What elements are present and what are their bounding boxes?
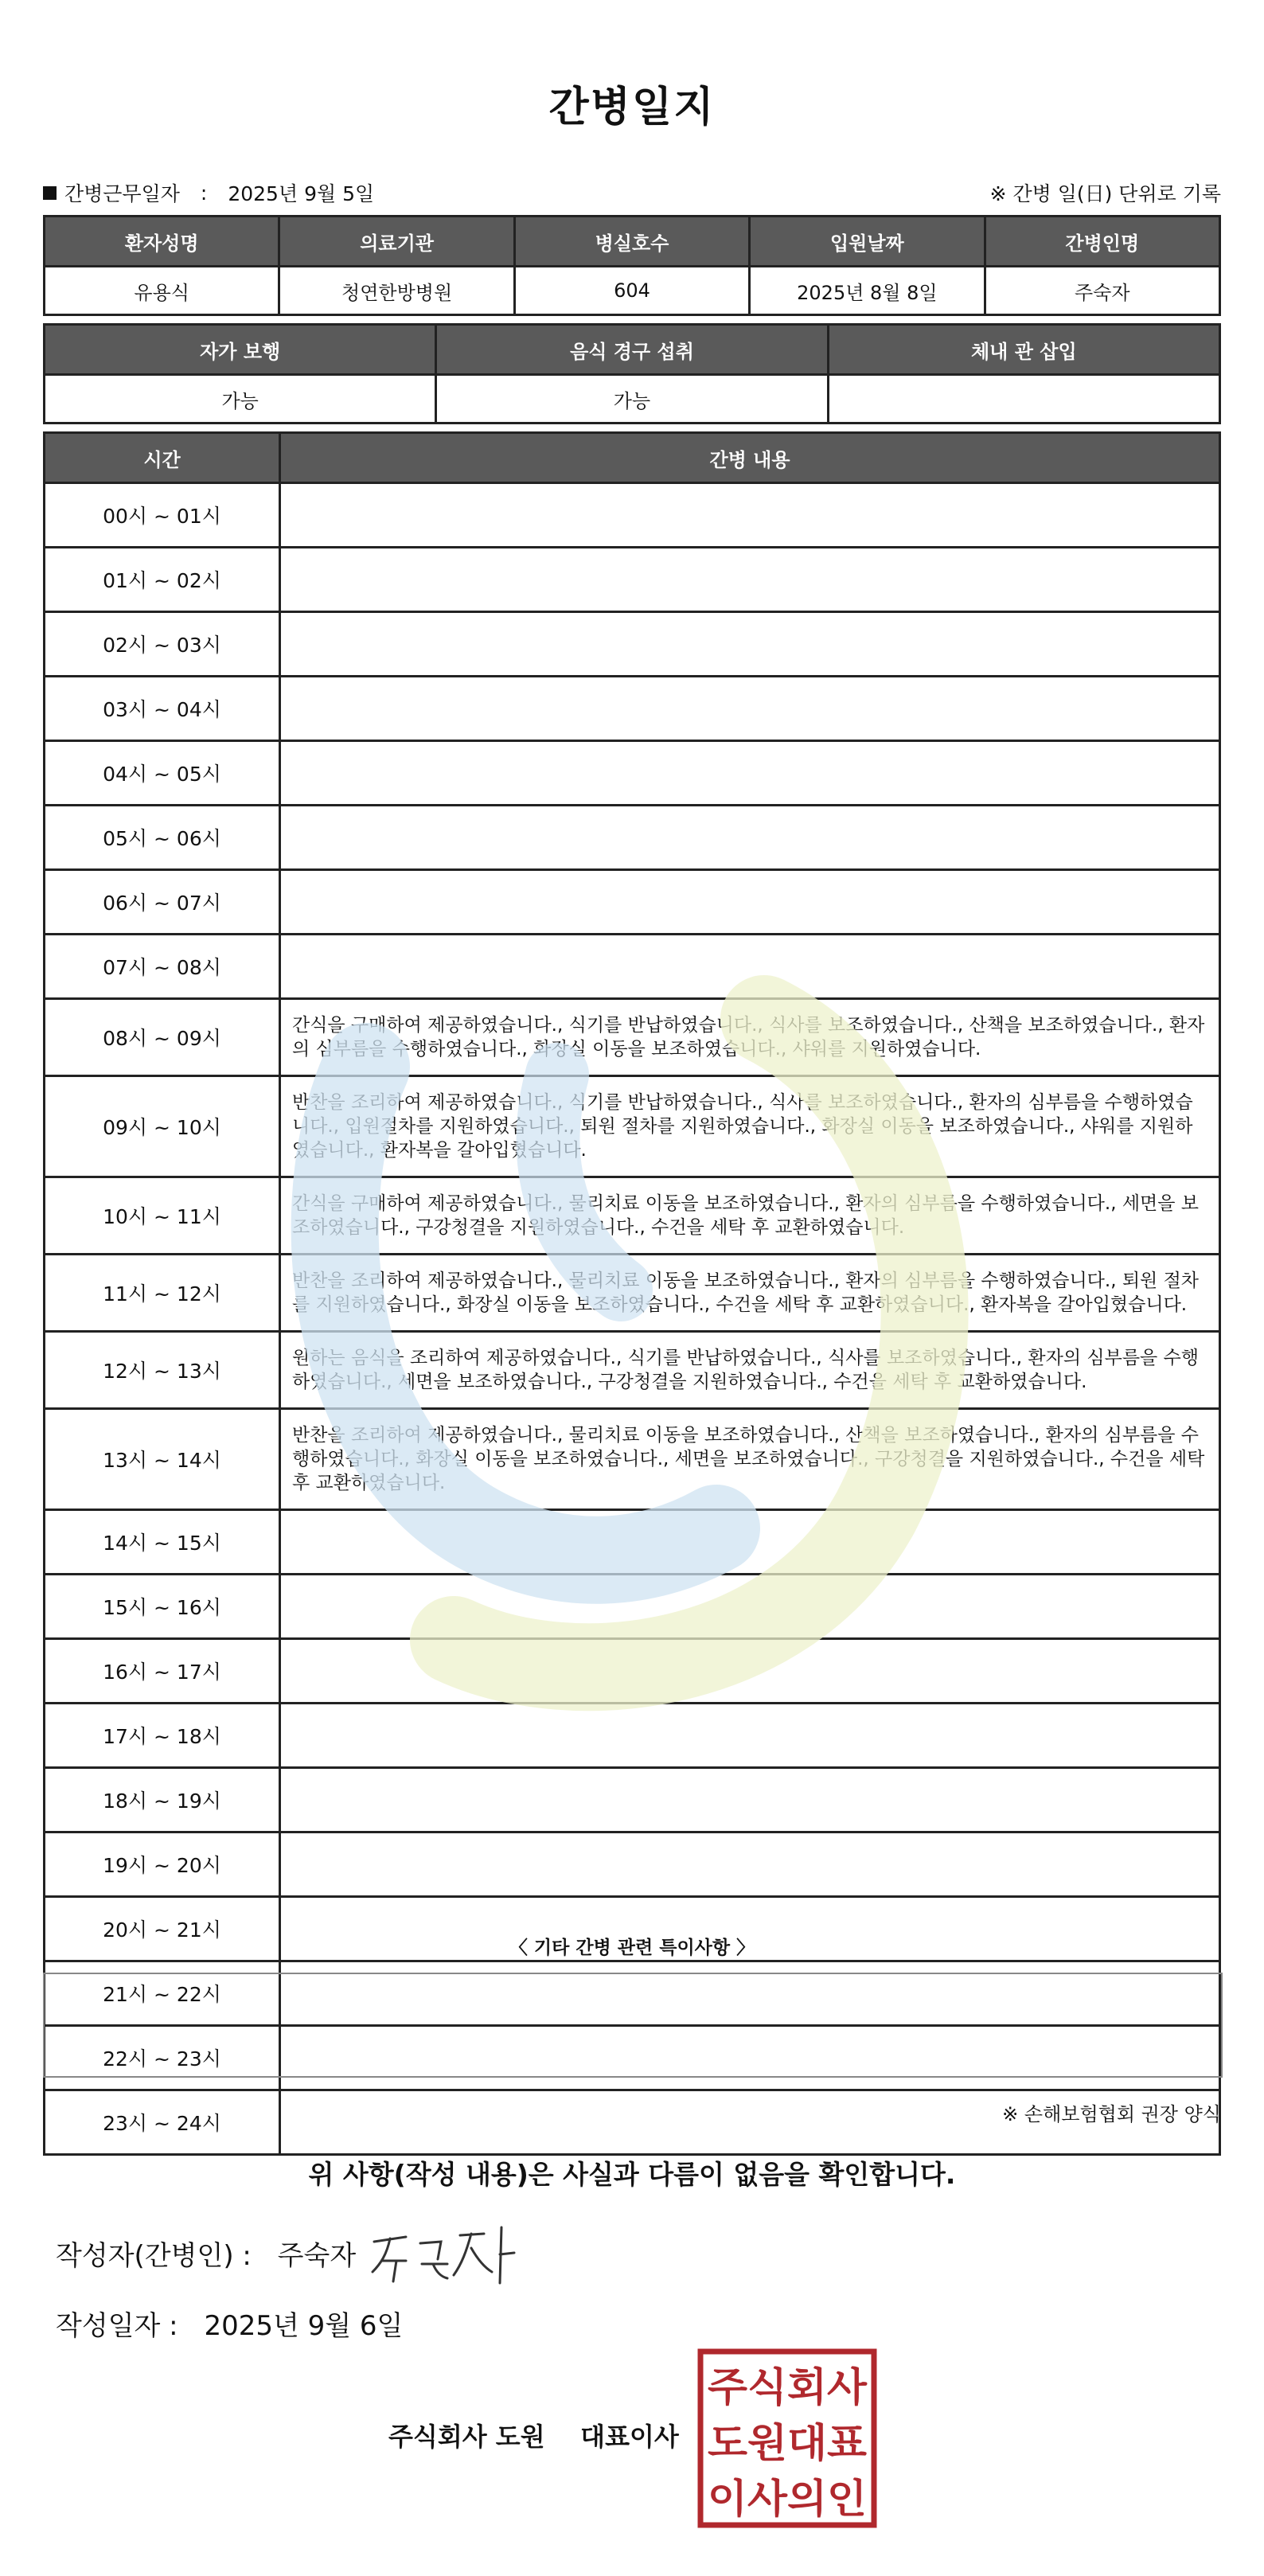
care-log-content	[280, 1575, 1220, 1639]
care-log-time: 19시 ~ 20시	[45, 1832, 280, 1897]
writer-row	[56, 2234, 356, 2273]
care-log-content: 반찬을 조리하여 제공하였습니다., 물리치료 이동을 보조하였습니다., 산책을 보조하였습니다., 환자의 심부름을 수행하였습니다., 화장실 이동을 보조하였습니다., 세면을 보조하였습니다., 구강청결을 지원하였습니다., 수건을 세탁 후 교환하였습니다.	[280, 1409, 1220, 1510]
care-log-time: 20시 ~ 21시	[45, 1897, 280, 1961]
care-log-row	[45, 548, 1220, 612]
tube-insertion-value	[828, 375, 1219, 423]
room-number-value: 604	[514, 267, 749, 315]
header-hospital: 의료기관	[279, 217, 514, 267]
care-log-time: 07시 ~ 08시	[45, 935, 280, 999]
header-admission-date: 입원날짜	[750, 217, 985, 267]
care-log-time: 10시 ~ 11시	[45, 1177, 280, 1255]
status-value-row	[45, 375, 1220, 423]
care-log-content	[280, 741, 1220, 806]
care-log-row	[45, 1076, 1220, 1177]
care-log-time: 03시 ~ 04시	[45, 677, 280, 741]
care-log-time: 05시 ~ 06시	[45, 806, 280, 870]
header-caregiver-name: 간병인명	[985, 217, 1219, 267]
patient-info-table	[43, 215, 1221, 316]
written-date-value: 2025년 9월 6일	[204, 2310, 404, 2342]
care-log-content: 원하는 음식을 조리하여 제공하였습니다., 식기를 반납하였습니다., 식사를 보조하였습니다., 환자의 심부름을 수행하였습니다., 세면을 보조하였습니다., 구강청결을 지원하였습니다., 수건을 세탁 후 교환하였습니다.	[280, 1332, 1220, 1409]
care-log-time: 15시 ~ 16시	[45, 1575, 280, 1639]
written-date-label: 작성일자 :	[56, 2310, 178, 2342]
status-header-row	[45, 325, 1220, 375]
care-log-content	[280, 1704, 1220, 1768]
care-log-time: 21시 ~ 22시	[45, 1961, 280, 2026]
care-log-row	[45, 1832, 1220, 1897]
care-log-row	[45, 870, 1220, 935]
care-log-content	[280, 1639, 1220, 1704]
patient-status-table	[43, 323, 1221, 424]
care-log-row	[45, 741, 1220, 806]
care-log-row	[45, 1510, 1220, 1575]
oral-intake-value: 가능	[436, 375, 828, 423]
care-log-row	[45, 1409, 1220, 1510]
care-log-row	[45, 1768, 1220, 1832]
notes-title: 〈 기타 간병 관련 특이사항 〉	[509, 1938, 755, 1958]
company-representative: 주식회사 도원 대표이사	[388, 2422, 679, 2452]
writer-label: 작성자(간병인) :	[56, 2240, 252, 2272]
care-log-row	[45, 806, 1220, 870]
care-log-time: 13시 ~ 14시	[45, 1409, 280, 1510]
admission-date-value: 2025년 8월 8일	[750, 267, 985, 315]
care-log-time: 09시 ~ 10시	[45, 1076, 280, 1177]
care-log-row	[45, 1177, 1220, 1255]
patient-info-value-row	[45, 267, 1220, 315]
care-log-row	[45, 1575, 1220, 1639]
care-log-time: 22시 ~ 23시	[45, 2026, 280, 2090]
header-care-content: 간병 내용	[280, 433, 1220, 483]
care-log-time: 14시 ~ 15시	[45, 1510, 280, 1575]
header-time: 시간	[45, 433, 280, 483]
care-log-time: 08시 ~ 09시	[45, 999, 280, 1076]
care-log-table	[43, 431, 1221, 2156]
bullet-square-icon	[43, 186, 57, 200]
care-log-time: 04시 ~ 05시	[45, 741, 280, 806]
svg-text:도원대표: 도원대표	[708, 2420, 868, 2466]
page-title: 간병일지	[548, 84, 716, 131]
confirmation-statement: 위 사항(작성 내용)은 사실과 다름이 없음을 확인합니다.	[308, 2159, 956, 2190]
care-log-content: 반찬을 조리하여 제공하였습니다., 물리치료 이동을 보조하였습니다., 환자의 심부름을 수행하였습니다., 퇴원 절차를 지원하였습니다., 화장실 이동을 보조하였습니다., 수건을 세탁 후 교환하였습니다., 환자복을 갈아입혔습니다.	[280, 1255, 1220, 1332]
care-log-content: 간식을 구매하여 제공하였습니다., 물리치료 이동을 보조하였습니다., 환자의 심부름을 수행하였습니다., 세면을 보조하였습니다., 구강청결을 지원하였습니다., 수건을 세탁 후 교환하였습니다.	[280, 1177, 1220, 1255]
care-log-content: 반찬을 조리하여 제공하였습니다., 식기를 반납하였습니다., 식사를 보조하였습니다., 환자의 심부름을 수행하였습니다., 입원절차를 지원하였습니다., 퇴원 절차를 지원하였습니다., 화장실 이동을 보조하였습니다., 샤워를 지원하였습니다., 환자복을 갈아입혔습니다.	[280, 1076, 1220, 1177]
company-seal-stamp	[697, 2348, 877, 2528]
care-log-content	[280, 870, 1220, 935]
care-log-content	[280, 483, 1220, 548]
form-source-note: ※ 손해보험협회 권장 양식	[1002, 2103, 1221, 2125]
self-walking-value: 가능	[45, 375, 436, 423]
header-room-number: 병실호수	[514, 217, 749, 267]
hospital-value: 청연한방병원	[279, 267, 514, 315]
care-log-time: 06시 ~ 07시	[45, 870, 280, 935]
care-log-row	[45, 999, 1220, 1076]
work-date-row	[43, 178, 374, 207]
care-log-content	[280, 1768, 1220, 1832]
handwritten-signature	[365, 2219, 524, 2291]
patient-info-header-row	[45, 217, 1220, 267]
care-log-content	[280, 806, 1220, 870]
care-log-row	[45, 612, 1220, 677]
record-unit-note: ※ 간병 일(日) 단위로 기록	[989, 182, 1221, 205]
care-log-time: 12시 ~ 13시	[45, 1332, 280, 1409]
care-log-row	[45, 1255, 1220, 1332]
care-log-content	[280, 677, 1220, 741]
work-date-label: 간병근무일자	[64, 182, 180, 205]
header-oral-intake: 음식 경구 섭취	[436, 325, 828, 375]
care-log-content	[280, 1510, 1220, 1575]
care-log-row	[45, 935, 1220, 999]
care-log-row	[45, 677, 1220, 741]
header-self-walking: 자가 보행	[45, 325, 436, 375]
care-log-time: 01시 ~ 02시	[45, 548, 280, 612]
notes-box	[43, 1973, 1223, 2078]
header-tube-insertion: 체내 관 삽입	[828, 325, 1219, 375]
patient-name-value: 유용식	[45, 267, 279, 315]
care-log-row	[45, 1332, 1220, 1409]
care-log-time: 02시 ~ 03시	[45, 612, 280, 677]
care-log-time: 17시 ~ 18시	[45, 1704, 280, 1768]
care-log-row	[45, 1639, 1220, 1704]
written-date-row	[56, 2304, 403, 2343]
care-log-time: 18시 ~ 19시	[45, 1768, 280, 1832]
care-log-time: 23시 ~ 24시	[45, 2090, 280, 2155]
care-log-content	[280, 1832, 1220, 1897]
care-log-content	[280, 935, 1220, 999]
svg-text:주식회사: 주식회사	[708, 2364, 868, 2410]
care-log-time: 00시 ~ 01시	[45, 483, 280, 548]
writer-name: 주숙자	[277, 2240, 357, 2272]
care-log-row	[45, 483, 1220, 548]
care-log-time: 11시 ~ 12시	[45, 1255, 280, 1332]
work-date-value: 2025년 9월 5일	[228, 182, 375, 205]
care-log-row	[45, 1704, 1220, 1768]
svg-text:이사의인: 이사의인	[708, 2476, 867, 2522]
care-log-content: 간식을 구매하여 제공하였습니다., 식기를 반납하였습니다., 식사를 보조하였습니다., 산책을 보조하였습니다., 환자의 심부름을 수행하였습니다., 화장실 이동을 보조하였습니다., 샤워를 지원하였습니다.	[280, 999, 1220, 1076]
care-log-content	[280, 612, 1220, 677]
care-log-content	[280, 548, 1220, 612]
work-date-separator: :	[200, 181, 208, 205]
caregiver-name-value: 주숙자	[985, 267, 1219, 315]
care-log-time: 16시 ~ 17시	[45, 1639, 280, 1704]
care-log-header-row	[45, 433, 1220, 483]
header-patient-name: 환자성명	[45, 217, 279, 267]
